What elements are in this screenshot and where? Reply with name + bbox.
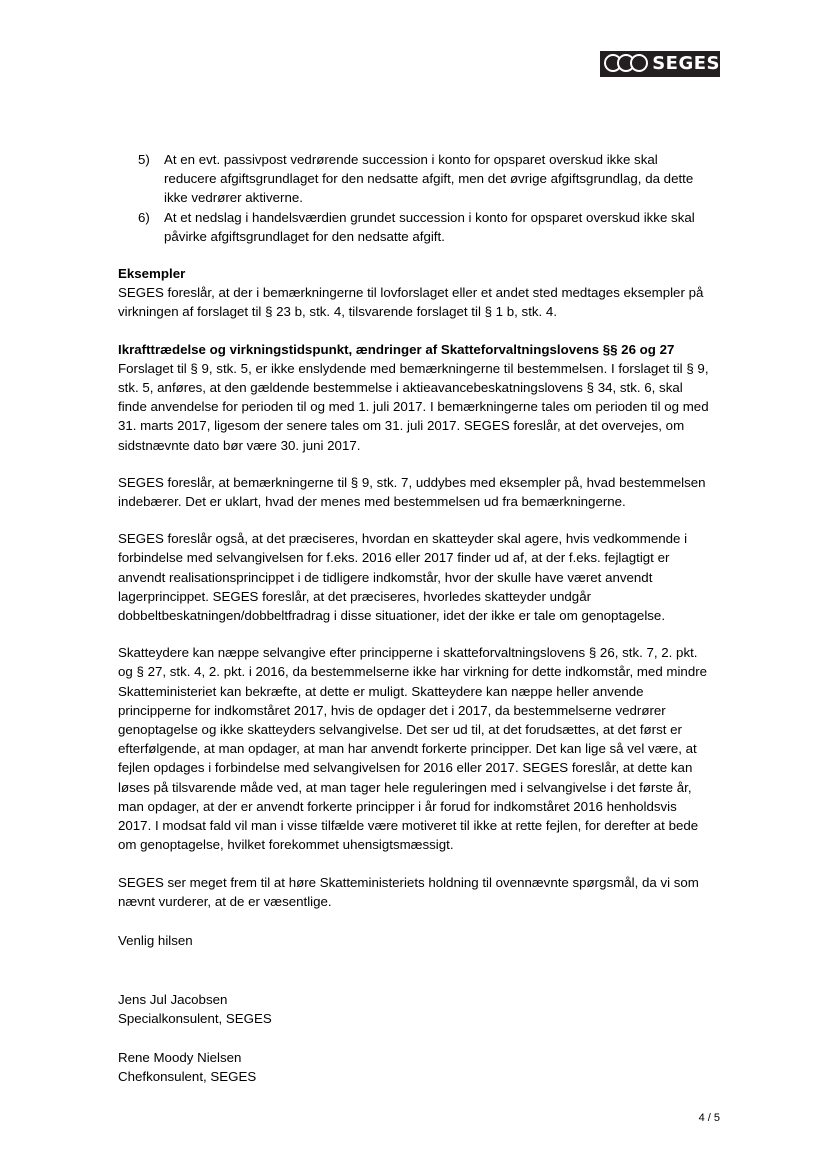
logo-text: SEGES [652, 53, 720, 74]
paragraph: SEGES foreslår, at bemærkningerne til § 9, stk. 7, uddybes med eksempler på, hvad bestemmelsen indebærer. Det er uklart, hvad der menes med bestemmelsen ud fra bemærkningerne. [118, 474, 706, 510]
list-item-text: At et nedslag i handelsværdien grundet succession i konto for opsparet overskud ikke skal påvirke afgiftsgrundlaget for den nedsatte afgift. [164, 209, 695, 244]
paragraph-ikrafttraedelse: Forslaget til § 9, stk. 5, er ikke enslydende med bemærkningerne til bestemmelsen. I forslaget til § 9, stk. 5, anføres, at den gældende bestemmelse i aktieavancebeskatningslovens § 34, stk. 6, skal finde anvendelse for perioden til og med 1. juli 2017. I bemærkningerne tales om perioden til og med 31. marts 2017, ligesom der senere tales om 31. juli 2017. SEGES foreslår, at det overvejes, om sidstnævnte dato bør være 30. juni 2017. [118, 360, 709, 453]
list-item [118, 150, 712, 208]
list-item-number: 5) [138, 152, 150, 167]
signatory-name: Jens Jul Jacobsen [118, 992, 228, 1008]
section-heading-ikrafttraedelse: Ikrafttrædelse og virkningstidspunkt, ændringer af Skatteforvaltningslovens §§ 26 og 27 [118, 341, 675, 357]
paragraph: SEGES ser meget frem til at høre Skatteministeriets holdning til ovennævnte spørgsmål, da vi som nævnt vurderer, at de er væsentlige. [118, 874, 699, 909]
closing: Venlig hilsen [118, 932, 193, 948]
paragraph: SEGES foreslår også, at det præciseres, hvordan en skatteyder skal agere, hvis vedkommende i forbindelse med selvangivelsen for f.eks. 2016 eller 2017 finder ud af, at der f.eks. fejlagtigt er anvendt realisationsprincippet i de tidligere indkomstår, hvor der skulle have været anvendt lagerprincippet. SEGES foreslår, at det præciseres, hvorledes skatteyder undgår dobbeltbeskatningen/dobbeltfradrag i disse situationer, idet der ikke er tale om genoptagelse. [118, 531, 688, 624]
section-heading-eksempler: Eksempler [118, 266, 186, 282]
paragraph-eksempler: SEGES foreslår, at der i bemærkningerne til lovforslaget eller et andet sted medtages eksempler på virkningen af forslaget til § 23 b, stk. 4, tilsvarende forslaget til § 1 b, stk. 4. [118, 285, 704, 320]
logo-circles-icon [600, 51, 650, 77]
list-item [118, 208, 712, 246]
list-item-number: 6) [138, 209, 150, 225]
signatory-name: Rene Moody Nielsen [118, 1049, 242, 1065]
paragraph: Skatteydere kan næppe selvangive efter principperne i skatteforvaltningslovens § 26, stk. 7, 2. pkt. og § 27, stk. 4, 2. pkt. i 2016, da bestemmelserne ikke har virkning for dette indkomstår, med mindre Skatteministeriet kan bekræfte, at dette er muligt. Skatteydere kan næppe heller anvende principperne for indkomståret 2017, hvis de opdager det i 2017, da bestemmelserne vedrører genoptagelse og ikke skatteyders selvangivelse. Det ser ud til, at det forudsættes, at det først er efterfølgende, at man opdager, at man har anvendt forkerte principper. Det kan lige så vel være, at fejlen opdages i forbindelse med selvangivelsen for 2016 eller 2017. SEGES foreslår, at dette kan løses på tilsvarende måde ved, at man tager hele reguleringen med i selvangivelse i det første år, man opdager, at der er anvendt forkerte principper i år forud for indkomståret 2016 henholdsvis 2017. I modsat fald vil man i visse tilfælde være motiveret til ikke at rette fejlen, for derefter at bede om genoptagelse, hvilket forekommet uhensigtsmæssigt. [118, 645, 708, 853]
numbered-list [118, 150, 712, 246]
signatory [118, 990, 712, 1028]
letter-body [118, 150, 712, 1086]
signatory-title: Chefkonsulent, SEGES [118, 1068, 257, 1084]
list-item-text: At en evt. passivpost vedrørende succession i konto for opsparet overskud ikke skal reducere afgiftsgrundlaget for den nedsatte afgift, men det øvrige afgiftsgrundlag, da dette ikke vedrører aktiverne. [164, 152, 694, 206]
signatory-title: Specialkonsulent, SEGES [118, 1011, 272, 1027]
seges-logo [600, 51, 720, 77]
signatory [118, 1048, 712, 1086]
page-number: 4 / 5 [698, 1112, 720, 1124]
